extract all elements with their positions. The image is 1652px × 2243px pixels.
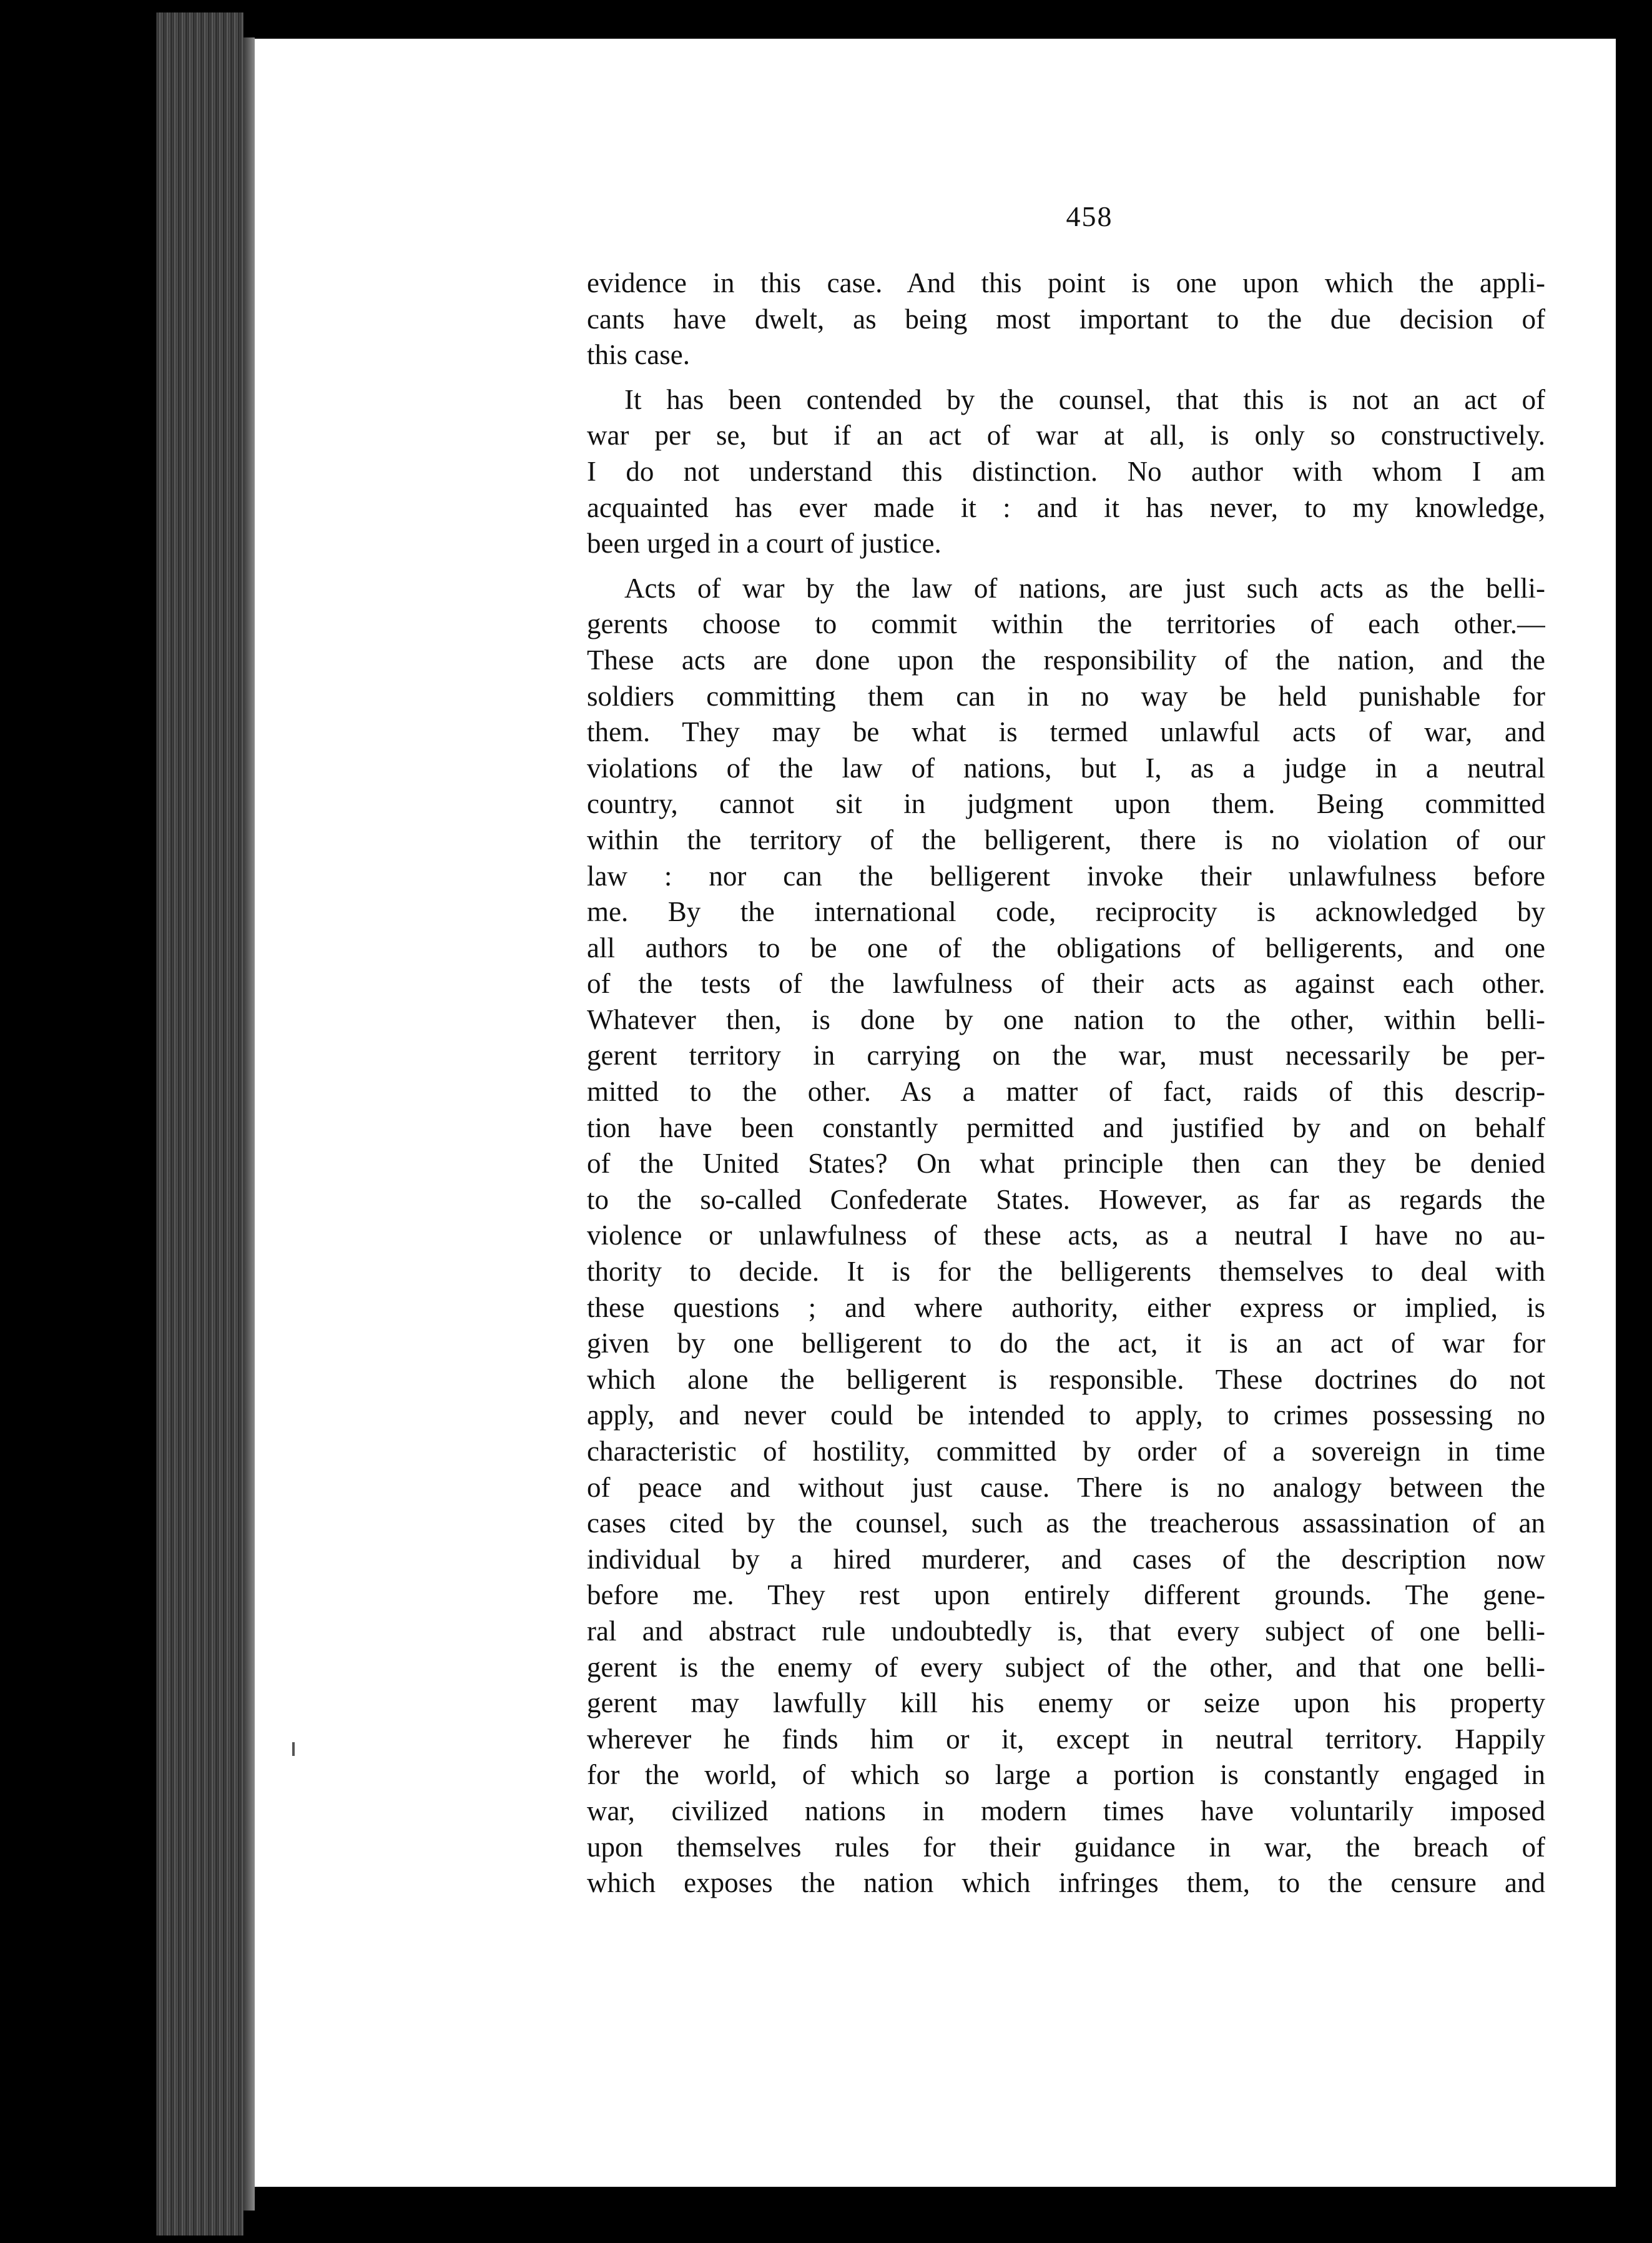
- text-line: upon themselves rules for their guidance in war, the breach of: [587, 1831, 1545, 1863]
- text-line: of the United States? On what principle then can they be denied: [587, 1148, 1545, 1180]
- text-line: tion have been constantly permitted and justified by and on behalf: [587, 1112, 1545, 1143]
- text-line: gerent may lawfully kill his enemy or seize upon his property: [587, 1687, 1545, 1719]
- text-line: violence or unlawfulness of these acts, as a neutral I have no au-: [587, 1220, 1545, 1251]
- text-line: soldiers committing them can in no way be held punishable for: [587, 680, 1545, 712]
- text-line: this case.: [587, 339, 690, 371]
- text-line: individual by a hired murderer, and cases of the description now: [587, 1543, 1545, 1575]
- text-line: gerents choose to commit within the territories of each other.—: [587, 608, 1545, 640]
- text-line: Acts of war by the law of nations, are just such acts as the belli-: [624, 572, 1545, 604]
- text-line: me. By the international code, reciprocity is acknowledged by: [587, 896, 1545, 928]
- text-line: for the world, of which so large a portion is constantly engaged in: [587, 1759, 1545, 1791]
- text-line: country, cannot sit in judgment upon them. Being committed: [587, 788, 1545, 820]
- text-line: these questions ; and where authority, either express or implied, is: [587, 1291, 1545, 1323]
- text-line: characteristic of hostility, committed by order of a sovereign in time: [587, 1436, 1545, 1467]
- text-line: cases cited by the counsel, such as the treacherous assassination of an: [587, 1507, 1545, 1539]
- text-line: all authors to be one of the obligations of belligerents, and one: [587, 932, 1545, 964]
- text-line: thority to decide. It is for the belligerents themselves to deal with: [587, 1256, 1545, 1288]
- text-line: apply, and never could be intended to apply, to crimes possessing no: [587, 1399, 1545, 1431]
- scan-bottom-edge: [255, 2187, 1616, 2243]
- text-line: which exposes the nation which infringes them, to the censure and: [587, 1867, 1545, 1899]
- text-line: of peace and without just cause. There is no analogy between the: [587, 1471, 1545, 1503]
- text-line: within the territory of the belligerent, there is no violation of our: [587, 824, 1545, 855]
- body-text: [587, 265, 1545, 1901]
- text-line: evidence in this case. And this point is one upon which the appli-: [587, 267, 1545, 298]
- text-line: gerent territory in carrying on the war, must necessarily be per-: [587, 1040, 1545, 1072]
- scan-speck: [292, 1742, 295, 1756]
- text-line: law : nor can the belligerent invoke their unlawfulness before: [587, 860, 1545, 892]
- text-line: been urged in a court of justice.: [587, 528, 942, 560]
- text-line: ral and abstract rule undoubtedly is, that every subject of one belli-: [587, 1615, 1545, 1647]
- text-line: gerent is the enemy of every subject of the other, and that one belli-: [587, 1651, 1545, 1683]
- text-line: I do not understand this distinction. No author with whom I am: [587, 455, 1545, 487]
- paragraph: [587, 265, 1545, 373]
- paragraph: [587, 382, 1545, 562]
- text-line: given by one belligerent to do the act, it is an act of war for: [587, 1328, 1545, 1359]
- text-line: mitted to the other. As a matter of fact, raids of this descrip-: [587, 1076, 1545, 1108]
- text-line: which alone the belligerent is responsible. These doctrines do not: [587, 1363, 1545, 1395]
- text-line: acquainted has ever made it : and it has never, to my knowledge,: [587, 491, 1545, 523]
- text-line: It has been contended by the counsel, that this is not an act of: [624, 383, 1545, 415]
- page-gutter-shadow: [243, 37, 255, 2211]
- text-line: to the so-called Confederate States. However, as far as regards the: [587, 1183, 1545, 1215]
- text-line: violations of the law of nations, but I, as a judge in a neutral: [587, 752, 1545, 784]
- text-line: war, civilized nations in modern times have voluntarily imposed: [587, 1795, 1545, 1826]
- text-line: cants have dwelt, as being most important to the due decision of: [587, 303, 1545, 335]
- text-line: war per se, but if an act of war at all, is only so constructively.: [587, 420, 1545, 451]
- text-line: them. They may be what is termed unlawful acts of war, and: [587, 716, 1545, 748]
- text-line: These acts are done upon the responsibility of the nation, and the: [587, 644, 1545, 676]
- text-line: of the tests of the lawfulness of their acts as against each other.: [587, 968, 1545, 1000]
- book-fore-edge: [156, 12, 243, 2236]
- text-line: before me. They rest upon entirely different grounds. The gene-: [587, 1579, 1545, 1611]
- paragraph: [587, 571, 1545, 1901]
- text-line: wherever he finds him or it, except in neutral territory. Happily: [587, 1723, 1545, 1755]
- page-number: 458: [1066, 200, 1113, 232]
- text-line: Whatever then, is done by one nation to the other, within belli-: [587, 1003, 1545, 1035]
